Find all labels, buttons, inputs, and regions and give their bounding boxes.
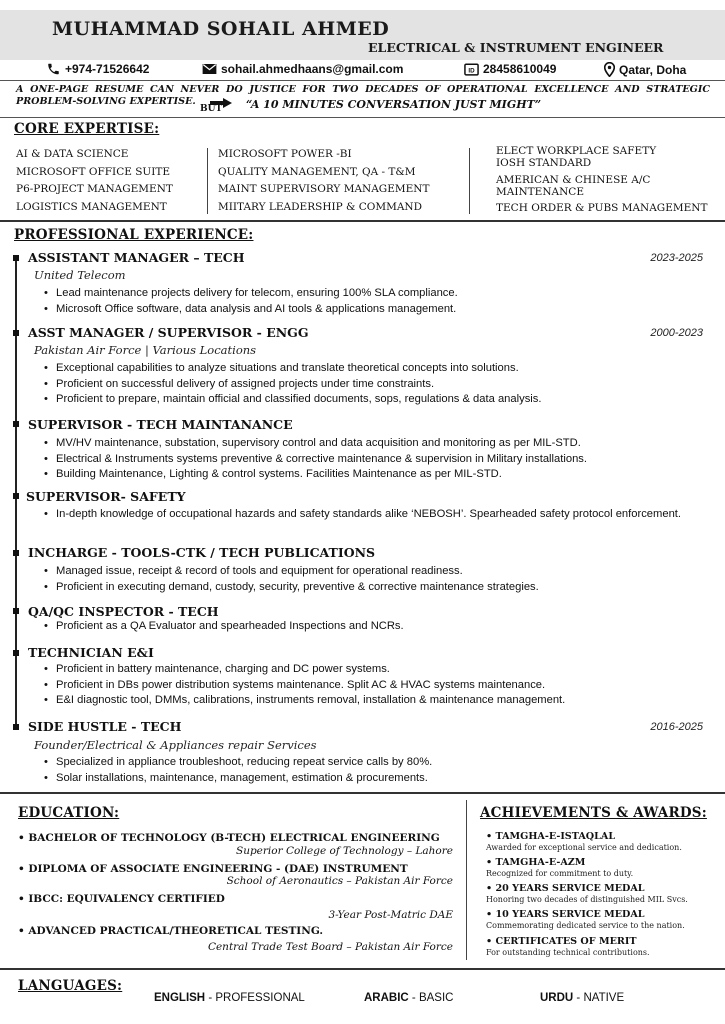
job-title: INCHARGE - TOOLS-CTK / TECH PUBLICATIONS: [28, 545, 376, 560]
list-item: • Proficient in executing demand, custody, security, preventive & corrective maintenance strategies.: [44, 580, 539, 596]
language-item: ARABIC - BASIC: [364, 992, 454, 1004]
divider: [0, 80, 725, 81]
job-org: Pakistan Air Force | Various Locations: [34, 343, 257, 357]
core-skill: IOSH STANDARD: [496, 156, 592, 169]
education-title: EDUCATION:: [18, 805, 120, 821]
list-item: • Specialized in appliance troubleshoot, reducing repeat service calls by 80%.: [44, 755, 432, 771]
education-item: • IBCC: EQUIVALENCY CERTIFIED: [18, 893, 225, 905]
contact-id: [464, 62, 556, 76]
job-bullets: [44, 564, 539, 595]
timeline-dot: [13, 330, 19, 336]
job-bullets: [44, 619, 404, 635]
column-divider: [207, 148, 208, 214]
education-item: • BACHELOR OF TECHNOLOGY (B-TECH) ELECTRICAL ENGINEERING: [18, 832, 440, 844]
award-description: Recognized for commitment to duty.: [486, 869, 634, 878]
list-item: • Proficient on successful delivery of assigned projects under time constraints.: [44, 377, 541, 393]
timeline-dot: [13, 421, 19, 427]
core-skill: MICROSOFT POWER -BI: [218, 148, 352, 160]
tagline-but: BUT: [200, 104, 223, 114]
contact-location: [604, 62, 686, 77]
job-title: SUPERVISOR- SAFETY: [26, 489, 186, 504]
award-title: • 20 YEARS SERVICE MEDAL: [486, 883, 645, 894]
core-skill: MIITARY LEADERSHIP & COMMAND: [218, 200, 423, 213]
list-item: • Proficient to prepare, maintain official and classified documents, sops, regulations & data analysis.: [44, 392, 541, 408]
core-skill: AMERICAN & CHINESE A/C: [496, 174, 651, 186]
location-pin-icon: [604, 62, 615, 77]
job-org: United Telecom: [34, 268, 126, 282]
divider: [0, 220, 725, 222]
list-item: • Proficient in DBs power distribution systems maintenance. Split AC & HVAC systems maintenance.: [44, 678, 565, 694]
core-skill: MAINT SUPERVISORY MANAGEMENT: [218, 183, 430, 195]
job-bullets: [44, 361, 541, 408]
core-col-1: [16, 146, 173, 216]
list-item: • Exceptional capabilities to analyze situations and translate theoretical concepts into solutions.: [44, 361, 541, 377]
job-bullets: [44, 436, 587, 483]
education-item: • ADVANCED PRACTICAL/THEORETICAL TESTING.: [18, 925, 324, 937]
divider: [0, 117, 725, 118]
tagline-quote: “A 10 MINUTES CONVERSATION JUST MIGHT”: [246, 98, 542, 111]
language-item: ENGLISH - PROFESSIONAL: [154, 992, 305, 1004]
contact-phone[interactable]: [46, 62, 149, 76]
candidate-role: ELECTRICAL & INSTRUMENT ENGINEER: [368, 40, 664, 55]
tagline-line-1: A ONE-PAGE RESUME CAN NEVER DO JUSTICE FOR TWO DECADES OF OPERATIONAL EXCELLENCE AND STRATEGIC: [16, 84, 710, 95]
job-title: ASSISTANT MANAGER – TECH: [28, 250, 245, 265]
education-institution: School of Aeronautics – Pakistan Air Force: [226, 875, 453, 887]
timeline-dot: [13, 493, 19, 499]
job-bullets: [44, 286, 458, 317]
language-item: URDU - NATIVE: [540, 992, 625, 1004]
timeline-dot: [13, 255, 19, 261]
job-title: SIDE HUSTLE - TECH: [28, 719, 182, 734]
job-years: 2000-2023: [650, 327, 703, 339]
job-title: SUPERVISOR - TECH MAINTANANCE: [28, 417, 293, 432]
job-title: TECHNICIAN E&I: [28, 645, 154, 660]
award-title: • TAMGHA-E-AZM: [486, 857, 586, 868]
education-institution: Superior College of Technology – Lahore: [236, 845, 453, 857]
list-item: • E&I diagnostic tool, DMMs, calibrations, instruments removal, installation & maintenance management.: [44, 693, 565, 709]
location-text: Qatar, Doha: [619, 62, 687, 77]
job-bullets: [44, 507, 696, 523]
core-skill: MICROSOFT OFFICE SUITE: [16, 165, 171, 178]
contact-email[interactable]: [202, 62, 403, 76]
achievements-title: ACHIEVEMENTS & AWARDS:: [480, 805, 707, 821]
list-item: • Managed issue, receipt & record of tools and equipment for operational readiness.: [44, 564, 539, 580]
core-skill: AI & DATA SCIENCE: [16, 148, 129, 160]
core-col-3: [496, 146, 707, 215]
job-bullets: [44, 662, 565, 709]
list-item: • In-depth knowledge of occupational hazards and safety standards alike ‘NEBOSH’. Spearheaded safety protocol enforcement.: [44, 507, 696, 523]
timeline-dot: [13, 650, 19, 656]
award-title: • TAMGHA-E-ISTAQLAL: [486, 831, 616, 842]
core-skill: LOGISTICS MANAGEMENT: [16, 200, 167, 213]
id-number: 28458610049: [483, 62, 557, 76]
job-title: ASST MANAGER / SUPERVISOR - ENGG: [28, 325, 309, 340]
core-col-2: [218, 146, 429, 216]
job-years: 2023-2025: [650, 252, 703, 264]
tagline-line-2: PROBLEM-SOLVING EXPERTISE.: [16, 96, 196, 107]
core-skill: MAINTENANCE: [496, 185, 584, 198]
list-item: • Solar installations, maintenance, management, estimation & procurements.: [44, 771, 432, 787]
list-item: • Building Maintenance, Lighting & control systems. Facilities Maintenance as per MIL-STD.: [44, 467, 587, 483]
award-description: Awarded for exceptional service and dedication.: [486, 843, 682, 852]
job-title: QA/QC INSPECTOR - TECH: [28, 604, 219, 619]
award-description: Honoring two decades of distinguished MIL Svcs.: [486, 895, 688, 904]
column-divider: [466, 800, 467, 960]
mail-icon: [202, 63, 217, 75]
core-skill: TECH ORDER & PUBS MANAGEMENT: [496, 202, 708, 214]
award-description: Commemorating dedicated service to the nation.: [486, 921, 685, 930]
core-skill: QUALITY MANAGEMENT, QA - T&M: [218, 165, 416, 178]
job-org: Founder/Electrical & Appliances repair Services: [34, 738, 317, 752]
core-expertise-title: CORE EXPERTISE:: [14, 121, 160, 137]
list-item: • Microsoft Office software, data analysis and AI tools & applications management.: [44, 302, 458, 318]
award-description: For outstanding technical contributions.: [486, 948, 650, 957]
education-item: • DIPLOMA OF ASSOCIATE ENGINEERING - (DAE) INSTRUMENT: [18, 863, 408, 875]
languages-title: LANGUAGES:: [18, 978, 123, 994]
core-skill: ELECT WORKPLACE SAFETY: [496, 145, 657, 157]
divider: [0, 968, 725, 970]
job-bullets: [44, 755, 432, 786]
job-years: 2016-2025: [650, 721, 703, 733]
list-item: • Proficient in battery maintenance, charging and DC power systems.: [44, 662, 565, 678]
timeline-dot: [13, 724, 19, 730]
core-skill: P6-PROJECT MANAGEMENT: [16, 183, 173, 195]
award-title: • 10 YEARS SERVICE MEDAL: [486, 909, 645, 920]
email-address: sohail.ahmedhaans@gmail.com: [221, 62, 404, 76]
phone-number: +974-71526642: [65, 62, 150, 76]
education-institution: Central Trade Test Board – Pakistan Air Force: [207, 941, 453, 953]
timeline-dot: [13, 608, 19, 614]
candidate-name: MUHAMMAD SOHAIL AHMED: [52, 18, 390, 40]
list-item: • Electrical & Instruments systems preventive & corrective maintenance & supervision in Military installations.: [44, 452, 587, 468]
svg-text:ID: ID: [468, 66, 475, 74]
phone-icon: [46, 62, 61, 76]
experience-title: PROFESSIONAL EXPERIENCE:: [14, 227, 254, 243]
id-card-icon: [464, 63, 479, 76]
award-title: • CERTIFICATES OF MERIT: [486, 936, 637, 947]
column-divider: [469, 148, 470, 214]
divider: [0, 792, 725, 794]
timeline-dot: [13, 550, 19, 556]
list-item: • MV/HV maintenance, substation, supervisory control and data acquisition and monitoring as per MIL-STD.: [44, 436, 587, 452]
list-item: • Lead maintenance projects delivery for telecom, ensuring 100% SLA compliance.: [44, 286, 458, 302]
list-item: • Proficient as a QA Evaluator and spearheaded Inspections and NCRs.: [44, 619, 404, 635]
education-institution: 3-Year Post-Matric DAE: [328, 909, 453, 921]
